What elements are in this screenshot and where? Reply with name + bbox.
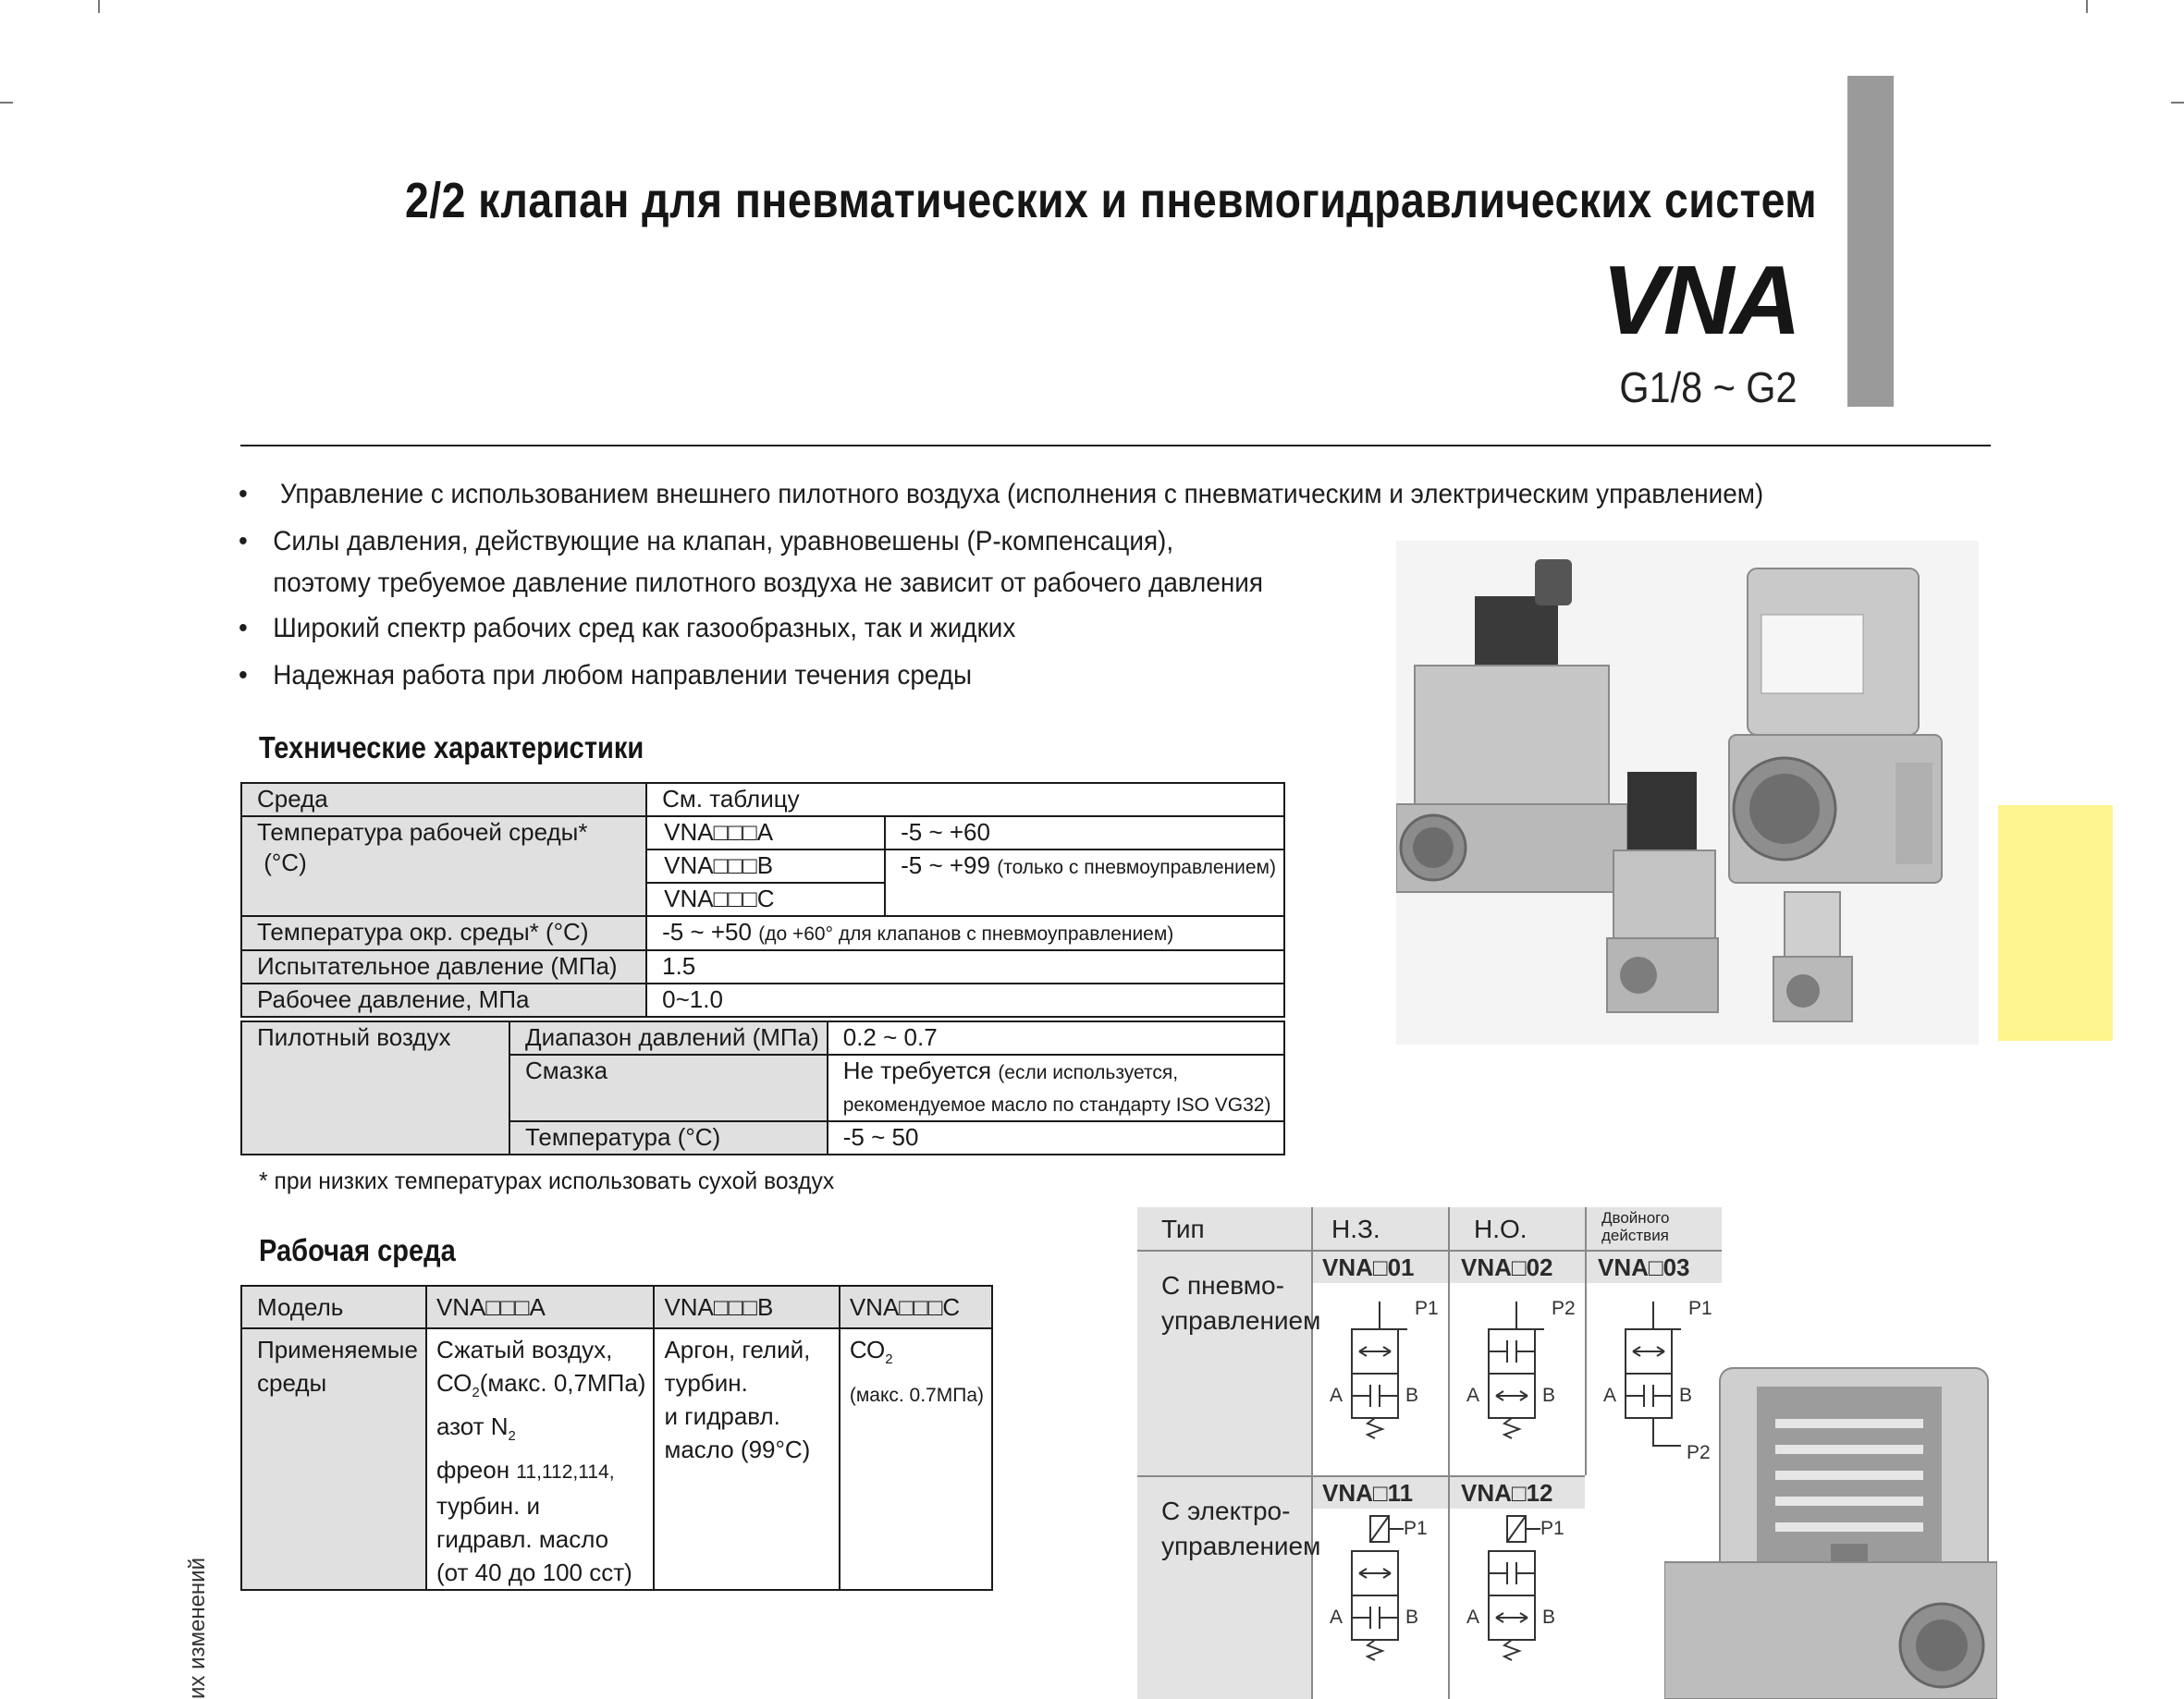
spec-value: -5 ~ +60 bbox=[885, 816, 1284, 850]
crop-mark bbox=[0, 102, 13, 104]
list-item: • Широкий спектр рабочих сред как газообразных, так и жидких bbox=[239, 613, 1016, 643]
spec-value: -5 ~ +50 (до +60° для клапанов с пневмоуправлением) bbox=[646, 916, 1284, 950]
port-label: P1 bbox=[1540, 1518, 1564, 1539]
spec-model: VNA□□□B bbox=[646, 850, 885, 883]
port-label: A bbox=[1330, 1607, 1344, 1628]
port-label: P1 bbox=[1688, 1298, 1712, 1319]
spec-value: 0~1.0 bbox=[646, 984, 1284, 1017]
section-tab-highlight bbox=[1998, 805, 2113, 1041]
port-label: B bbox=[1542, 1607, 1556, 1628]
port-label: A bbox=[1603, 1385, 1617, 1406]
media-cell: $СО_2$ (макс. 0.7МПа) bbox=[840, 1328, 992, 1590]
section-tab bbox=[1847, 76, 1894, 407]
model-code: VNA□11 bbox=[1322, 1479, 1414, 1507]
spec-value: 1.5 bbox=[646, 950, 1284, 984]
nc-label: Н.З. bbox=[1331, 1215, 1380, 1243]
spec-heading: Технические характеристики bbox=[259, 730, 644, 764]
media-header: VNA□□□A bbox=[426, 1286, 655, 1328]
media-label: Применяемые среды bbox=[241, 1328, 426, 1590]
spec-label: Температура окр. среды* (°С) bbox=[241, 916, 646, 950]
media-cell: Сжатый воздух, $СО_2(макс$. 0,7МПа) азот $N_2$ фреон 11,112,114, турбин. и гидравл. масло (от 40 до 100 сст) bbox=[426, 1328, 655, 1590]
spec-value: 0.2 ~ 0.7 bbox=[828, 1021, 1284, 1055]
spec-label: Диапазон давлений (МПа) bbox=[509, 1021, 828, 1055]
port-label: B bbox=[1679, 1385, 1693, 1406]
crop-mark bbox=[2171, 102, 2184, 104]
list-item: • Надежная работа при любом направлении течения среды bbox=[239, 660, 973, 691]
port-label: B bbox=[1405, 1607, 1419, 1628]
port-label: A bbox=[1466, 1607, 1480, 1628]
port-label: P2 bbox=[1687, 1442, 1711, 1463]
spec-label: Температура (°С) bbox=[509, 1121, 828, 1155]
port-label: B bbox=[1405, 1385, 1419, 1406]
port-label: P1 bbox=[1404, 1518, 1428, 1539]
spec-value: -5 ~ 50 bbox=[828, 1121, 1284, 1155]
spec-label: Температура рабочей среды* (°С) bbox=[241, 816, 646, 916]
pneumatic-label: С пневмо- управлением bbox=[1161, 1271, 1321, 1335]
divider bbox=[240, 445, 1991, 446]
model-code: VNA□03 bbox=[1598, 1253, 1690, 1281]
spec-label: Пилотный воздух bbox=[241, 1021, 509, 1155]
spec-model: VNA□□□A bbox=[646, 816, 885, 850]
spec-label: Смазка bbox=[509, 1055, 828, 1121]
no-label: Н.О. bbox=[1474, 1215, 1528, 1243]
list-item: • Управление с использованием внешнего пилотного воздуха (исполнения с пневматическим и электрическим управлением) bbox=[239, 479, 1764, 509]
side-note: их изменений bbox=[185, 1558, 210, 1699]
media-header: Модель bbox=[241, 1286, 426, 1328]
crop-mark bbox=[2086, 0, 2088, 13]
model-code: VNA□01 bbox=[1322, 1253, 1415, 1281]
page-title: 2/2 клапан для пневматических и пневмогидравлических систем bbox=[405, 173, 1818, 228]
media-cell: Аргон, гелий, турбин. и гидравл. масло (99°С) bbox=[654, 1328, 839, 1590]
media-heading: Рабочая среда bbox=[259, 1233, 456, 1267]
spec-model: VNA□□□C bbox=[646, 883, 885, 916]
media-header: VNA□□□B bbox=[654, 1286, 839, 1328]
spec-value: -5 ~ +99 (только с пневмоуправлением) bbox=[885, 850, 1284, 916]
spec-value: Не требуется (если используется, рекомендуемое масло по стандарту ISO VG32) bbox=[828, 1055, 1284, 1121]
port-label: B bbox=[1542, 1385, 1556, 1406]
symbol-table bbox=[1137, 1207, 1722, 1699]
pneumatic-symbols bbox=[1311, 1283, 1722, 1475]
spec-label: Среда bbox=[241, 783, 646, 816]
list-item: • Силы давления, действующие на клапан, уравновешены (Р-компенсация), поэтому требуемое давление пилотного воздуха не зависит от рабочего давления bbox=[239, 526, 1263, 598]
spec-value: См. таблицу bbox=[646, 783, 1284, 816]
model-code: VNA□02 bbox=[1461, 1253, 1553, 1281]
port-label: P1 bbox=[1415, 1298, 1439, 1319]
media-header: VNA□□□C bbox=[840, 1286, 992, 1328]
port-label: A bbox=[1466, 1385, 1480, 1406]
media-table bbox=[240, 1285, 993, 1591]
electric-symbols bbox=[1311, 1509, 1585, 1699]
port-label: A bbox=[1330, 1385, 1344, 1406]
type-label: Тип bbox=[1161, 1215, 1205, 1243]
model-code: VNA□12 bbox=[1461, 1479, 1553, 1507]
footnote: * при низких температурах использовать сухой воздух bbox=[259, 1167, 835, 1194]
electric-label: С электро- управлением bbox=[1161, 1497, 1321, 1560]
pilot-air-table bbox=[240, 1021, 1285, 1155]
product-photo bbox=[1396, 541, 1979, 1045]
spec-table bbox=[240, 782, 1285, 1018]
spec-label: Рабочее давление, МПа bbox=[241, 984, 646, 1017]
valve-large-image bbox=[1729, 568, 1942, 883]
port-size-range: G1/8 ~ G2 bbox=[1619, 363, 1798, 411]
port-label: P2 bbox=[1552, 1298, 1576, 1319]
series-name: VNA bbox=[1601, 246, 1798, 355]
valve-cutaway-image bbox=[1664, 1350, 1997, 1699]
double-acting-label: Двойного действия bbox=[1601, 1209, 1670, 1244]
crop-mark bbox=[98, 0, 100, 13]
spec-label: Испытательное давление (МПа) bbox=[241, 950, 646, 984]
